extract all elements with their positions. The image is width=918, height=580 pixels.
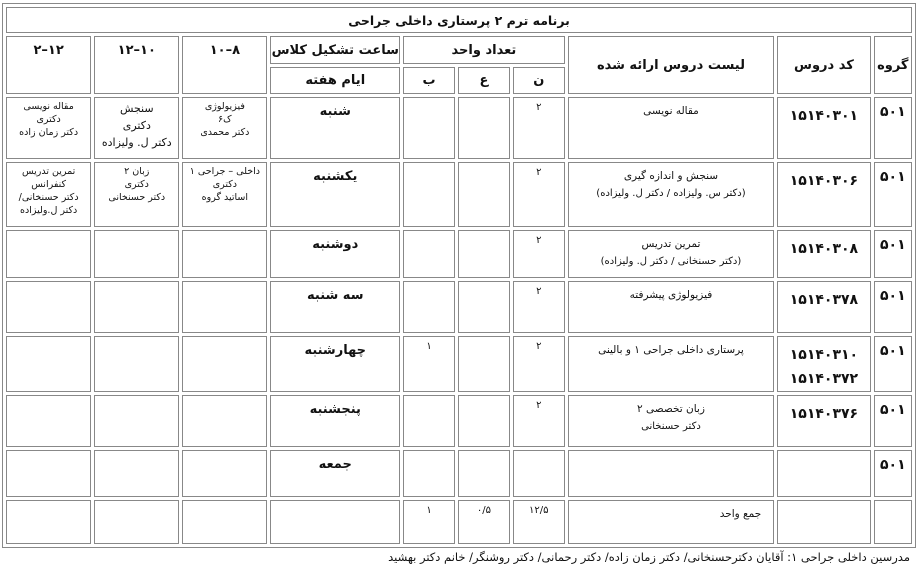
units-b-cell	[403, 450, 455, 497]
units-n-cell: ۲	[513, 281, 565, 333]
course-code-cell	[777, 281, 870, 333]
units-a-cell	[458, 230, 510, 278]
header-slot-12-2: ۱۲–۲	[6, 36, 91, 94]
weekday-cell: جمعه	[270, 450, 400, 497]
table-row	[6, 395, 912, 447]
time-slot-cell	[6, 395, 91, 447]
weekday-cell: سه شنبه	[270, 281, 400, 333]
time-slot-cell	[94, 162, 179, 227]
time-slot-cell	[94, 97, 179, 159]
slot-line: دکتری	[36, 114, 61, 125]
page-title: برنامه ترم ۲ پرستاری داخلی جراحی	[6, 7, 912, 33]
course-name-cell	[568, 97, 775, 159]
total-slot-cell	[182, 500, 267, 544]
units-n-cell: ۲	[513, 336, 565, 392]
time-slot-cell	[182, 281, 267, 333]
header-units-n: ن	[513, 67, 565, 94]
units-b-cell	[403, 281, 455, 333]
slot-line: دکتر حسنخانی/	[18, 192, 79, 203]
time-slot-cell	[182, 162, 267, 227]
weekday-cell: دوشنبه	[270, 230, 400, 278]
slot-line: دکتر زمان زاده	[19, 127, 79, 138]
total-slot-cell	[6, 500, 91, 544]
units-n-cell	[513, 450, 565, 497]
units-n-cell: ۲	[513, 395, 565, 447]
slot-line: دکتر محمدی	[200, 127, 250, 138]
course-name: تمرین تدریس	[641, 238, 701, 250]
course-instructors: (دکتر حسنخانی / دکتر ل. ولیزاده)	[600, 256, 742, 267]
total-label: جمع واحد	[568, 500, 775, 544]
time-slot-cell	[182, 230, 267, 278]
slot-line: اساتید گروه	[201, 192, 249, 203]
course-code-cell	[777, 162, 870, 227]
header-course-list: لیست دروس ارائه شده	[568, 36, 775, 94]
units-a-cell	[458, 395, 510, 447]
slot-line: دکتر ل. ولیزاده	[101, 136, 172, 149]
total-code-cell	[777, 500, 870, 544]
course-code: ۱۵۱۴۰۳۷۲	[789, 371, 859, 387]
time-slot-cell	[6, 281, 91, 333]
total-units-n: ۱۲/۵	[513, 500, 565, 544]
units-b-cell	[403, 230, 455, 278]
course-code-cell	[777, 230, 870, 278]
total-slot-cell	[94, 500, 179, 544]
schedule-table	[2, 3, 916, 548]
units-b-cell	[403, 395, 455, 447]
time-slot-cell	[182, 97, 267, 159]
slot-line: دکتری	[122, 119, 151, 132]
time-slot-cell	[182, 336, 267, 392]
course-instructors: (دکتر س. ولیزاده / دکتر ل. ولیزاده)	[596, 188, 746, 199]
header-units-b: ب	[403, 67, 455, 94]
slot-line: داخلی – جراحی ۱	[189, 166, 260, 177]
slot-line: تمرین تدریس	[21, 166, 76, 177]
course-name: فیزیولوژی پیشرفته	[629, 289, 713, 301]
slot-line: دکتری	[124, 179, 149, 190]
time-slot-cell	[182, 395, 267, 447]
time-slot-cell	[94, 336, 179, 392]
units-a-cell	[458, 281, 510, 333]
course-code: ۱۵۱۴۰۳۰۶	[789, 173, 859, 189]
slot-line: کنفرانس	[31, 179, 67, 190]
header-weekdays: ایام هفته	[270, 67, 400, 94]
table-row	[6, 281, 912, 333]
weekday-cell: پنجشنبه	[270, 395, 400, 447]
time-slot-cell	[182, 450, 267, 497]
total-units-b: ۱	[403, 500, 455, 544]
slot-line: دکتری	[212, 179, 237, 190]
header-course-code: کد دروس	[777, 36, 870, 94]
footer-instructors: مدرسین داخلی جراحی ۱: آقایان دکترحسنخانی/ دکتر زمان زاده/ دکتر رحمانی/ دکتر روشنگر/ خانم دکتر بهشید	[388, 550, 910, 564]
course-code: ۱۵۱۴۰۳۰۱	[789, 108, 859, 124]
table-row	[6, 97, 912, 159]
slot-line: سنجش	[119, 102, 154, 115]
header-group: گروه	[874, 36, 912, 94]
course-name-cell	[568, 395, 775, 447]
units-a-cell	[458, 97, 510, 159]
course-code: ۱۵۱۴۰۳۰۸	[789, 241, 859, 257]
course-code: ۱۵۱۴۰۳۷۸	[789, 292, 859, 308]
course-name-cell	[568, 336, 775, 392]
header-slot-10-12: ۱۰–۱۲	[94, 36, 179, 94]
course-code-cell	[777, 97, 870, 159]
group-cell: ۵۰۱	[874, 230, 912, 278]
slot-line: مقاله نویسی	[23, 101, 74, 112]
time-slot-cell	[6, 450, 91, 497]
course-name: سنجش و اندازه گیری	[623, 170, 719, 182]
table-row	[6, 162, 912, 227]
header-units: تعداد واحد	[403, 36, 565, 64]
units-b-cell	[403, 97, 455, 159]
units-n-cell: ۲	[513, 162, 565, 227]
course-code: ۱۵۱۴۰۳۱۰	[789, 347, 859, 363]
weekday-cell: شنبه	[270, 97, 400, 159]
time-slot-cell	[6, 162, 91, 227]
time-slot-cell	[6, 230, 91, 278]
units-n-cell: ۲	[513, 230, 565, 278]
group-cell: ۵۰۱	[874, 281, 912, 333]
time-slot-cell	[6, 336, 91, 392]
time-slot-cell	[94, 395, 179, 447]
units-b-cell: ۱	[403, 336, 455, 392]
total-weekday-cell	[270, 500, 400, 544]
total-group-cell	[874, 500, 912, 544]
units-a-cell	[458, 336, 510, 392]
course-code-cell	[777, 336, 870, 392]
time-slot-cell	[94, 230, 179, 278]
slot-line: زبان ۲	[124, 166, 150, 177]
group-cell: ۵۰۱	[874, 336, 912, 392]
group-cell: ۵۰۱	[874, 395, 912, 447]
table-row	[6, 336, 912, 392]
weekday-cell: یکشنبه	[270, 162, 400, 227]
course-name-cell	[568, 450, 775, 497]
time-slot-cell	[94, 281, 179, 333]
time-slot-cell	[6, 97, 91, 159]
table-row	[6, 450, 912, 497]
course-name: مقاله نویسی	[643, 105, 699, 117]
header-units-a: ع	[458, 67, 510, 94]
group-cell: ۵۰۱	[874, 162, 912, 227]
group-cell: ۵۰۱	[874, 450, 912, 497]
course-code-cell	[777, 450, 870, 497]
weekday-cell: چهارشنبه	[270, 336, 400, 392]
units-b-cell	[403, 162, 455, 227]
course-code-cell	[777, 395, 870, 447]
group-cell: ۵۰۱	[874, 97, 912, 159]
total-row	[6, 500, 912, 544]
course-name-cell	[568, 281, 775, 333]
course-name-cell	[568, 230, 775, 278]
units-a-cell	[458, 162, 510, 227]
course-code: ۱۵۱۴۰۳۷۶	[789, 406, 859, 422]
course-name: زبان تخصصی ۲	[637, 403, 705, 415]
course-name: پرستاری داخلی جراحی ۱ و بالینی	[598, 344, 744, 356]
table-row	[6, 230, 912, 278]
units-n-cell: ۲	[513, 97, 565, 159]
slot-line: ک۶	[218, 114, 232, 125]
slot-line: دکتر حسنخانی	[108, 192, 166, 203]
slot-line: فیزیولوژی	[204, 101, 245, 112]
total-units-a: ۰/۵	[458, 500, 510, 544]
course-name-cell	[568, 162, 775, 227]
course-instructors: دکتر حسنخانی	[641, 421, 701, 432]
header-slot-8-10: ۸–۱۰	[182, 36, 267, 94]
time-slot-cell	[94, 450, 179, 497]
header-class-time: ساعت تشکیل کلاس	[270, 36, 400, 64]
units-a-cell	[458, 450, 510, 497]
slot-line: دکتر ل.ولیزاده	[19, 205, 78, 216]
